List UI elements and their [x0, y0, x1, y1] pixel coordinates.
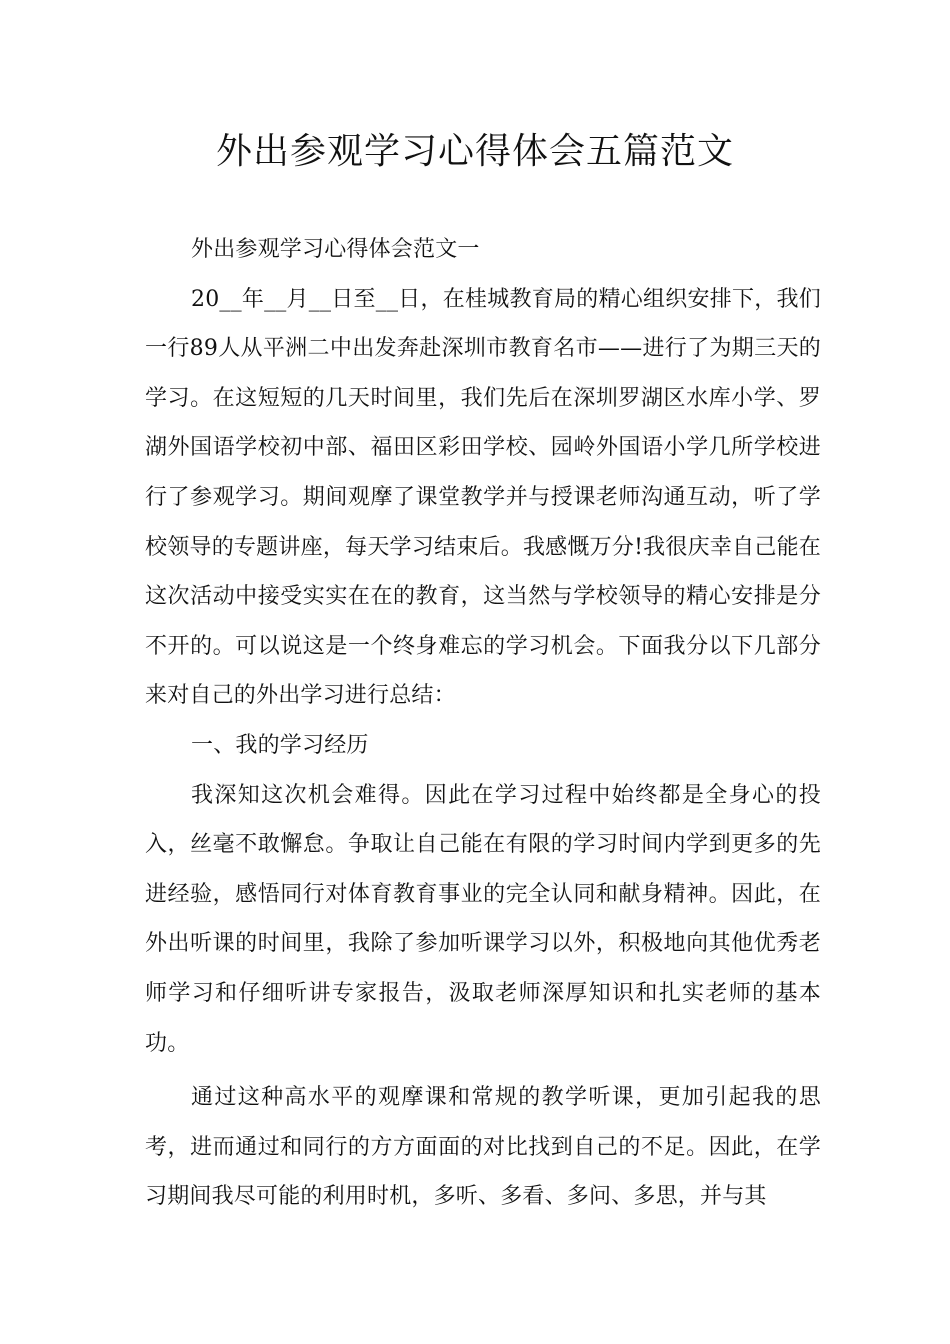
paragraph-intro: 20__年__月__日至__日，在桂城教育局的精心组织安排下，我们一行89人从平洲二中出发奔赴深圳市教育名市——进行了为期三天的学习。在这短短的几天时间里，我们先后在深圳罗湖区水库小学、罗湖外国语学校初中部、福田区彩田学校、园岭外国语小学几所学校进行了参观学习。期间观摩了课堂教学并与授课老师沟通互动，听了学校领导的专题讲座，每天学习结束后。我感慨万分!我很庆幸自己能在这次活动中接受实实在在的教育，这当然与学校领导的精心安排是分不开的。可以说这是一个终身难忘的学习机会。下面我分以下几部分来对自己的外出学习进行总结：	[145, 286, 821, 709]
section-heading-essay-one: 外出参观学习心得体会范文一	[191, 237, 480, 262]
document-body	[145, 225, 821, 1222]
section-heading-learning-experience: 一、我的学习经历	[191, 732, 369, 758]
paragraph-learning-experience: 我深知这次机会难得。因此在学习过程中始终都是全身心的投入，丝毫不敢懈怠。争取让自己能在有限的学习时间内学到更多的先进经验，感悟同行对体育教育事业的完全认同和献身精神。因此，在外出听课的时间里，我除了参加听课学习以外，积极地向其他优秀老师学习和仔细听讲专家报告，汲取老师深厚知识和扎实老师的基本功。	[145, 782, 821, 1056]
document-title: 外出参观学习心得体会五篇范文	[215, 131, 734, 172]
paragraph-observation: 通过这种高水平的观摩课和常规的教学听课，更加引起我的思考，进而通过和同行的方方面面的对比找到自己的不足。因此，在学习期间我尽可能的利用时机，多听、多看、多问、多思，并与其	[145, 1085, 821, 1210]
